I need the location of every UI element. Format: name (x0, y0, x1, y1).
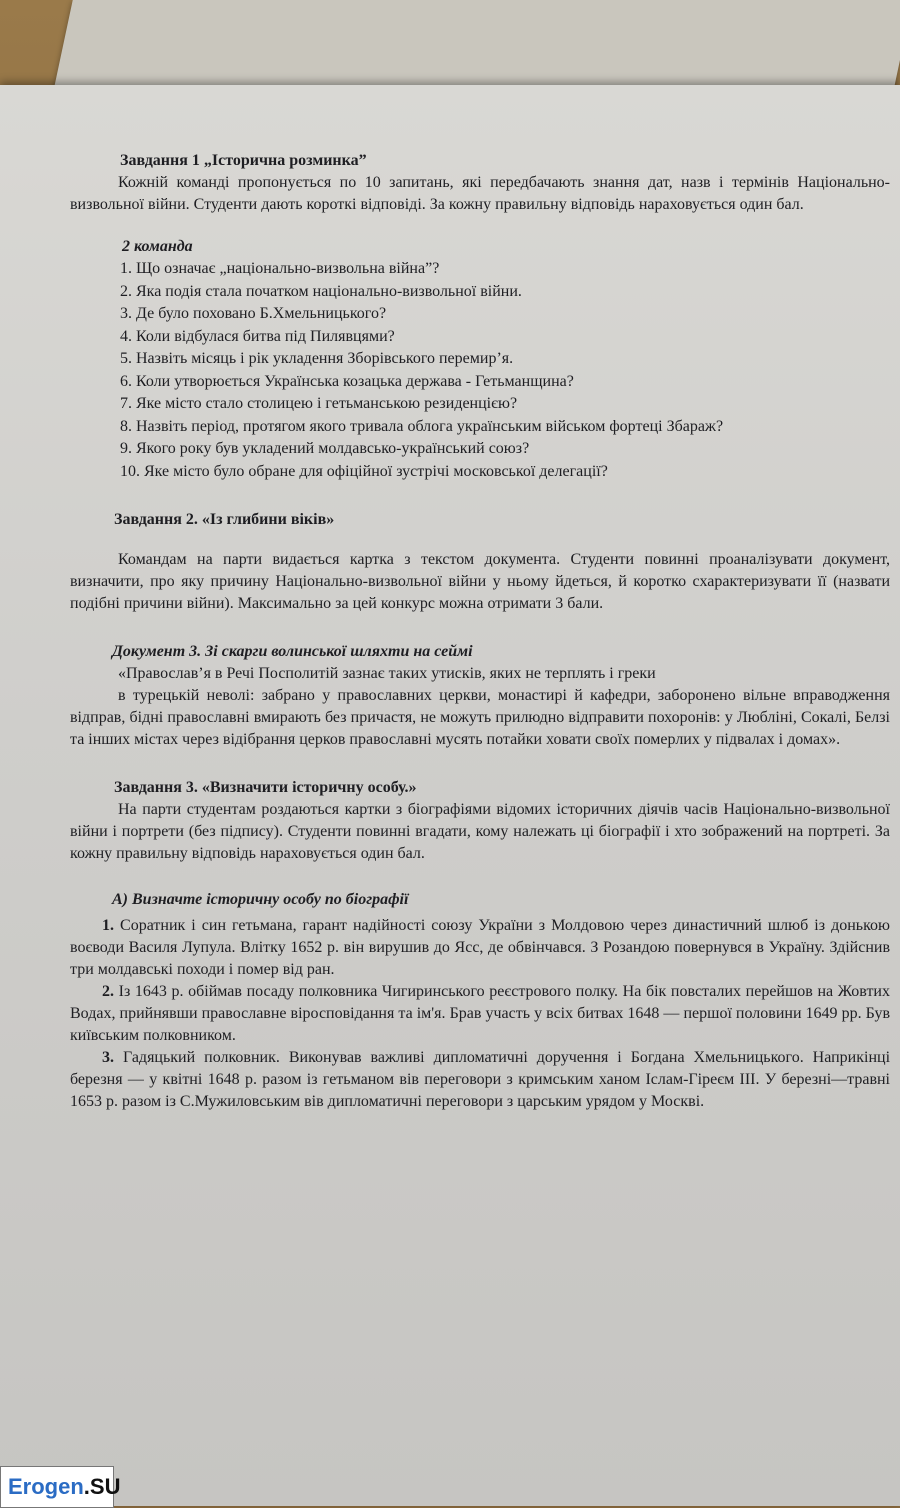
question-item: 8. Назвіть період, протягом якого тривала облога українським військом фортеці Збараж? (120, 417, 724, 435)
task1-intro: Кожній команді пропонується по 10 запитань, які передбачають знання дат, назв і термінів Національно-визвольної війни. Студенти дають короткі відповіді. За кожну правильну відповідь нараховується один бал. (70, 174, 890, 213)
biography-text: Соратник і син гетьмана, гарант надійності союзу України з Молдовою через династичний шлюб із донькою воєводи Василя Лупула. Влітку 1652 р. він вирушив до Ясс, де обвінчався. З Розандою повернувся в Україну. Здійснив три молдавські походи і помер від ран. (70, 917, 891, 978)
biography-number: 2. (102, 983, 114, 1000)
question-item: 4. Коли відбулася битва під Пилявцями? (120, 327, 395, 345)
question-item: 5. Назвіть місяць і рік укладення Зборівського перемир’я. (120, 350, 514, 367)
question-item: 10. Яке місто було обране для офіційної зустрічі московської делегації? (120, 462, 608, 480)
biography-number: 1. (102, 917, 114, 934)
question-item: 3. Де було поховано Б.Хмельницького? (120, 305, 387, 322)
questions-list (70, 258, 890, 483)
team-label: 2 команда (122, 238, 193, 255)
document-quote-text: в турецькій неволі: забрано у православних церкви, монастирі й кафедри, заборонено вільне вправодження відправ, бідні православні вмирають без причастя, не можуть прилюдно відправити похоронів: у Любліні, Сокалі, Белзі та інших містах через відібрання церков православні мусять потайки ховати своїх померлих у підвалах і домах». (70, 687, 890, 748)
task1-title: Завдання 1 „Історична розминка” (120, 152, 367, 169)
task3-intro: На парти студентам роздаються картки з біографіями відомих історичних діячів часів Національно-визвольної війни і портрети (без підпису). Студенти повинні вгадати, кому належать ці біографії і хто зображений на портреті. За кожну правильну відповідь нараховується один бал. (70, 801, 890, 862)
biography-text: Із 1643 р. обіймав посаду полковника Чигиринського реєстрового полку. На бік повсталих перейшов на Жовтих Водах, прийнявши православне віросповідання та ім'я. Брав участь у всіх битвах 1648 — першої половини 1649 рр. Був київським полковником. (70, 983, 890, 1044)
site-watermark (0, 1466, 121, 1508)
task2-intro: Командам на парти видається картка з текстом документа. Студенти повинні проаналізувати документ, визначити, про яку причину Національно-визвольної війни у ньому йдеться, й коротко схарактеризувати її (назвати подібні причини війни). Максимально за цей конкурс можна отримати 3 бали. (70, 551, 890, 612)
biography-number: 3. (102, 1049, 114, 1066)
document-quote-line1: «Православ’я в Речі Посполитій зазнає таких утисків, яких не терплять і греки (118, 665, 656, 682)
document-content (70, 150, 890, 1113)
document-title: Документ 3. Зі скарги волинської шляхти на сеймі (112, 643, 473, 660)
biography-item (70, 981, 890, 1047)
biography-item (70, 1047, 890, 1113)
question-item: 9. Якого року був укладений молдавсько-український союз? (120, 440, 530, 457)
question-item: 7. Яке місто стало столицею і гетьманською резиденцією? (120, 395, 518, 412)
question-item: 2. Яка подія стала початком національно-визвольної війни. (120, 282, 522, 300)
biography-item (70, 915, 890, 981)
question-item: 1. Що означає „національно-визвольна війна”? (120, 260, 440, 277)
biography-text: Гадяцький полковник. Виконував важливі дипломатичні доручення і Богдана Хмельницького. Наприкінці березня — у квітні 1648 р. разом із гетьманом вів переговори з кримським ханом Іслам-Гіреєм III. У березні—травні 1653 р. разом із С.Мужиловським вів дипломатичні переговори з царським урядом у Москві. (70, 1049, 891, 1110)
task3-subhead: А) Визначте історичну особу по біографії (112, 891, 409, 908)
question-item: 6. Коли утворюється Українська козацька держава - Гетьманщина? (120, 372, 574, 390)
task3-title: Завдання 3. «Визначити історичну особу.» (114, 779, 417, 796)
watermark-domain: .SU (83, 1474, 121, 1499)
watermark-text: Erogen (8, 1474, 84, 1499)
task2-title: Завдання 2. «Із глибини віків» (114, 511, 335, 528)
